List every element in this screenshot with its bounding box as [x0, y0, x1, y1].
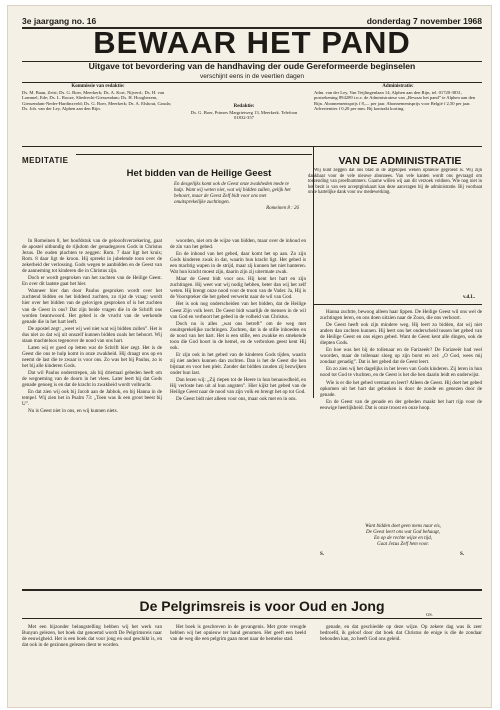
- issue-date: donderdag 7 november 1968: [366, 16, 482, 26]
- issue-number: 3e jaargang no. 16: [22, 16, 97, 26]
- meditation-bar-line: [76, 154, 312, 155]
- article-signature-left: S.: [320, 552, 325, 557]
- article-paragraph: En hoe was het bij de tollenaar en de Farizeeër? De Farizeeër bad veel woorden, maar de tollenaar sloeg op zijn borst en zei: „O God, wees mij zondaar genadig”. Dat is het gebed dat de Geest leert.: [320, 347, 482, 366]
- article-paragraph: Het is ook nog onderscheiden van het bidden, dat de Heilige Geest Zijn volk leert. De Geest bidt waarlijk de mensen in de wil van God en verhoort het gebed in de volheid van Christus.: [170, 301, 306, 320]
- article-paragraph: In Romeinen 8, het hoofdstuk van de gelooofsverzekering, gaat de apostel uitbundig de rijkdom der genadegaven Gods in Christus Jezus. De ouden plachten te zeggen: Rom. 7 daar ligt het kruis; Rom. 8 daar ligt de kroon. Hij spreekt in jubelende toon over de zekerheid der verlossing. Gods wegen te aanbidden en de Geest van de aanneming tot kinderen die in Christus zijn.: [22, 238, 162, 275]
- editorial-address: [184, 104, 304, 121]
- article-paragraph: Doch er wordt gesproken van het zuchten van de Heilige Geest. En over dit laatste gaat het hier.: [22, 275, 162, 288]
- article-title: Het bidden van de Heilige Geest: [126, 168, 272, 179]
- box-signature: GS.: [426, 612, 433, 617]
- article-column-1: [22, 238, 162, 583]
- box-top-rule: [22, 589, 482, 591]
- redaction-committee-heading: Kommissie van redaktie:: [71, 84, 125, 89]
- article-paragraph: En de inhoud van het gebed, daar komt het op aan. Zo zijn Gods kinderen zwak in dat, waarin hun kracht ligt. Het gebed is een machtig wapen in de strijd, maar zij kunnen het niet hanteren. Wat hun kracht moest zijn, daarin zijn zij uitermate zwak.: [170, 251, 306, 276]
- meditation-bar: [22, 150, 312, 168]
- article-paragraph: Dan lezen wij: „Zij riepen tot de Heere in hun benauwdheid, en Hij verloste hen uit al hun angsten”. Hier kijkt het gebed van de Heilige Geest naar de nood van zijn volk en brengt het op tot God.: [170, 377, 306, 396]
- scripture-quote: [174, 182, 299, 212]
- article-paragraph: Wie is er die het gebed verstaat en leert? Alleen de Geest. Hij doet het gebed opkomen uit het hart dat gebroken is door de zonde en genezen door de genade.: [320, 379, 482, 398]
- box-column-1-text: Met een bijzonder belangstelling hebben wij het werk van Bunyan gelezen, het boek dat genoemd wordt De Pelgrimsreis naar de eeuwigheid. Het is een boek dat voor jong en oud geschikt is, en dat ook in de gezinnen gelezen dient te worden.: [22, 624, 162, 649]
- administration-heading: Administratie:: [382, 84, 414, 89]
- admin-section-label: VAN DE ADMINISTRATIE: [338, 155, 462, 167]
- admin-note-text: Wij kunt zeggen dat ons blad in de afgelopen weken opnieuw gegroeid is. Wij zijn dankbaar voor de vele nieuwe abonnees. Van vele kanten wordt ons gevraagd om toezending van proefnummers. Gaarne willen wij aan dit verzoek voldoen. Wie nog niet in het bezit is van een acceptgirokaart kan deze aanvragen bij de administratie. Bij voorbaat onze hartelijke dank voor uw medewerking.: [308, 168, 482, 195]
- admin-rule: [314, 304, 482, 305]
- poem-text: Want bidden doet geen mens naar eis, De Geest leert ons wat God behaagt, En op de rechte wijze en tijd, Gaat Jezus Zelf hem voor.: [365, 524, 441, 547]
- redaction-committee: [22, 84, 174, 112]
- editorial-text: Ds. G. Boer, Prinses Margrietweg 13, Meerkerk. Telefoon 01832-357: [190, 109, 298, 121]
- article-paragraph: En de Geest van de genade en der gebeden maakt het hart rijp voor de eeuwige heerlijkheid. Dat is onze troost en onze hoop.: [320, 398, 482, 411]
- box-bottom-rule: [22, 618, 482, 619]
- article-paragraph: De Geest bidt niet alleen voor ons, maar ook met en in ons.: [176, 396, 297, 403]
- article-column-3: [320, 309, 482, 519]
- box-column-2: [170, 624, 306, 702]
- box-column-1: [22, 624, 162, 702]
- closing-poem: [338, 524, 468, 548]
- article-paragraph: Dat wil Paulus onderstrepen, als hij driemaal gebeden heeft om de wegneming van de doorn in het vlees. Later leert hij dat Gods genade genoeg is en dat de kracht in zwakheid wordt volbracht.: [22, 369, 162, 389]
- masthead-subtitle: Uitgave tot bevordering van de handhaving der oude Gereformeerde beginselen: [88, 61, 416, 71]
- masthead-title: BEWAAR HET PAND: [93, 25, 411, 60]
- article-paragraph: Nu is Geest niet in ons, en wij kunnen niets.: [28, 408, 118, 415]
- administration-info: [314, 84, 482, 112]
- article-paragraph: Doch nu is alles „wat ons betreft” om de weg met onuitsprekelijke zuchtingen. Zuchten, dat is de stille inboeden en de nood van het hart. Het is een stille, een zwakke en smekende toon die God hoort in de hemel, en de verbroken geest kent Hij ook.: [170, 320, 306, 351]
- frequency-note: verschijnt eens in de veertien dagen: [199, 73, 305, 80]
- quote-text: En desgelijks komt ook de Geest onze zwakheden mede te hulp. Want wij weten niet, wat wij bidden zullen, gelijk het behoort, maar de Geest Zelf bidt voor ons met onuitsprekelijke zuchtingen.: [174, 182, 291, 205]
- article-column-2: [170, 238, 306, 583]
- article-signature-right: S.: [460, 552, 465, 557]
- article-paragraph: Hanna zuchtte, bewoog alleen haar lippen. De Heilige Geest wil ons wel de zuchtingen leren, en ons doen uitzien naar de Zoon, die ons verhoort.: [320, 309, 482, 322]
- article-paragraph: Wanneer hier dan door Paulus gesproken wordt over het zuchtend bidden en het biddend zuchten, zo rijst de vraag: wordt hier over het bidden van de gelovigen gesproken of is het zuchten van de Geest in ons? Dat zijn beide vragen die in de Schrift ons worden beantwoord. Het gebed is de vrucht van de werkende genade die in het hart leeft.: [22, 288, 162, 325]
- admin-note: [308, 168, 482, 296]
- box-column-3: [320, 624, 482, 702]
- article-paragraph: De apostel zegt: „weet wij wel niet wat wij bidden zullen”. Het is dus niet zo dat wij uit onszelf kunnen bidden zoals het behoort. Wij staan machteloos tegenover de nood van ons hart.: [22, 325, 162, 344]
- info-rule: [22, 82, 482, 83]
- admin-section-heading: [318, 151, 482, 169]
- article-paragraph: Er zijn ook in het gebed van de kinderen Gods tijden, waarin zij niet anders kunnen dan zuchten. Dan is het de Geest die hen bijstaat en voor hen pleit. Zonder dat bidden zouden zij bezwijken onder hun last.: [170, 351, 306, 376]
- article-paragraph: En zo zien wij het dagelijks in het leven van Gods kinderen. Zij leren in hun nood tot God te vluchten, en de Geest is het die hen daarin leidt en onderwijst.: [320, 366, 482, 379]
- article-paragraph: De Geest heeft ook zijn mindere weg. Hij leert zo bidden, dat wij niet anders dan zuchten kunnen. Hij leert ons het onderscheid tussen het gebed van de Heilige Geest en ons eigen gebed. Want de Geest kent alle dingen, ook de diepten Gods.: [320, 322, 482, 347]
- quote-reference: Romeinen 8 : 26: [266, 206, 299, 211]
- admin-note-signature: v.d.L.: [463, 295, 476, 300]
- section-rule: [22, 146, 482, 147]
- administration-text: Adm. van der Ley, Van Teijlingenlaan 14, Alphen aan den Rijn, tel. 01720-3831, postrekening 894289 t.n.v. de Administrateur van „Bewaar het pand” te Alphen aan den Rijn. Abonnementsprijs f 8,— per jaar. Abonnementsprijs voor België f 2,50 per jaar. Advertenties f 0,20 per mm. Bij kontrakt korting.: [314, 89, 476, 112]
- box-title: De Pelgrimsreis is voor Oud en Jong: [139, 598, 385, 614]
- article-paragraph: En dat zien wij ook bij Jacob aan de Jabbok, en bij Hanna in de tempel. Wij zien het in Psalm 73: „Toen was ik een groot beest bij U”.: [22, 389, 162, 408]
- article-paragraph: woorden, niet om de wijze van bidden, maar over de inhoud en de zin van het gebed.: [170, 238, 306, 251]
- box-column-3-text: genade, en dat geschiedde op deze wijze. Op zekere dag was ik zeer bedroefd, ik geloof door dat boek dat Christus de enige is die de zondaar behouden kan, zo heeft God ons geleid.: [320, 624, 482, 643]
- newspaper-page: [8, 6, 491, 707]
- meditation-label: MEDITATIE: [22, 156, 69, 165]
- article-paragraph: Laten wij er goed op letten wat de Schrift hier zegt. Het is de Geest die ons te hulp komt in onze zwakheid. Hij draagt ons op en neemt de last die te zwaar is voor ons. Zo was het bij Paulus, zo is het bij alle kinderen Gods.: [22, 344, 162, 369]
- box-column-2-text: Het boek is geschreven in de gevangenis. Met grote vreugde hebben wij het opnieuw ter hand genomen. Het geeft een beeld van de weg die een pelgrim gaan moet naar de hemelse stad.: [170, 624, 306, 643]
- redaction-committee-text: Ds. M. Baan, Zeist; Ds. G. Boer, Meerkerk; Ds. A. Kort, Nijverd.; Ds. H. van Lommel, Ede; Ds. L. Rooze, Sliedrecht-Giessendam; Ds. H. Hoogbezem, Giessendam-Neder-Hardinxveld; Ds. G. Boer, Meerkerk; Ds. A. Elshout, Gouda; Ds. Joh. van der Ley, Alphen aan den Rijn.: [22, 89, 171, 112]
- editorial-heading: Redaktie:: [233, 104, 255, 109]
- article-paragraph: Maar de Geest bidt voor ons. Hij kent het hart en zijn zuchtingen. Hij weet wat wij nodig hebben, beter dan wij het zelf weten. Hij brengt onze nood voor de troon van de Vader. Ja, Hij is de Voorspreker die het gebed verwerkt naar de wil van God.: [170, 276, 306, 301]
